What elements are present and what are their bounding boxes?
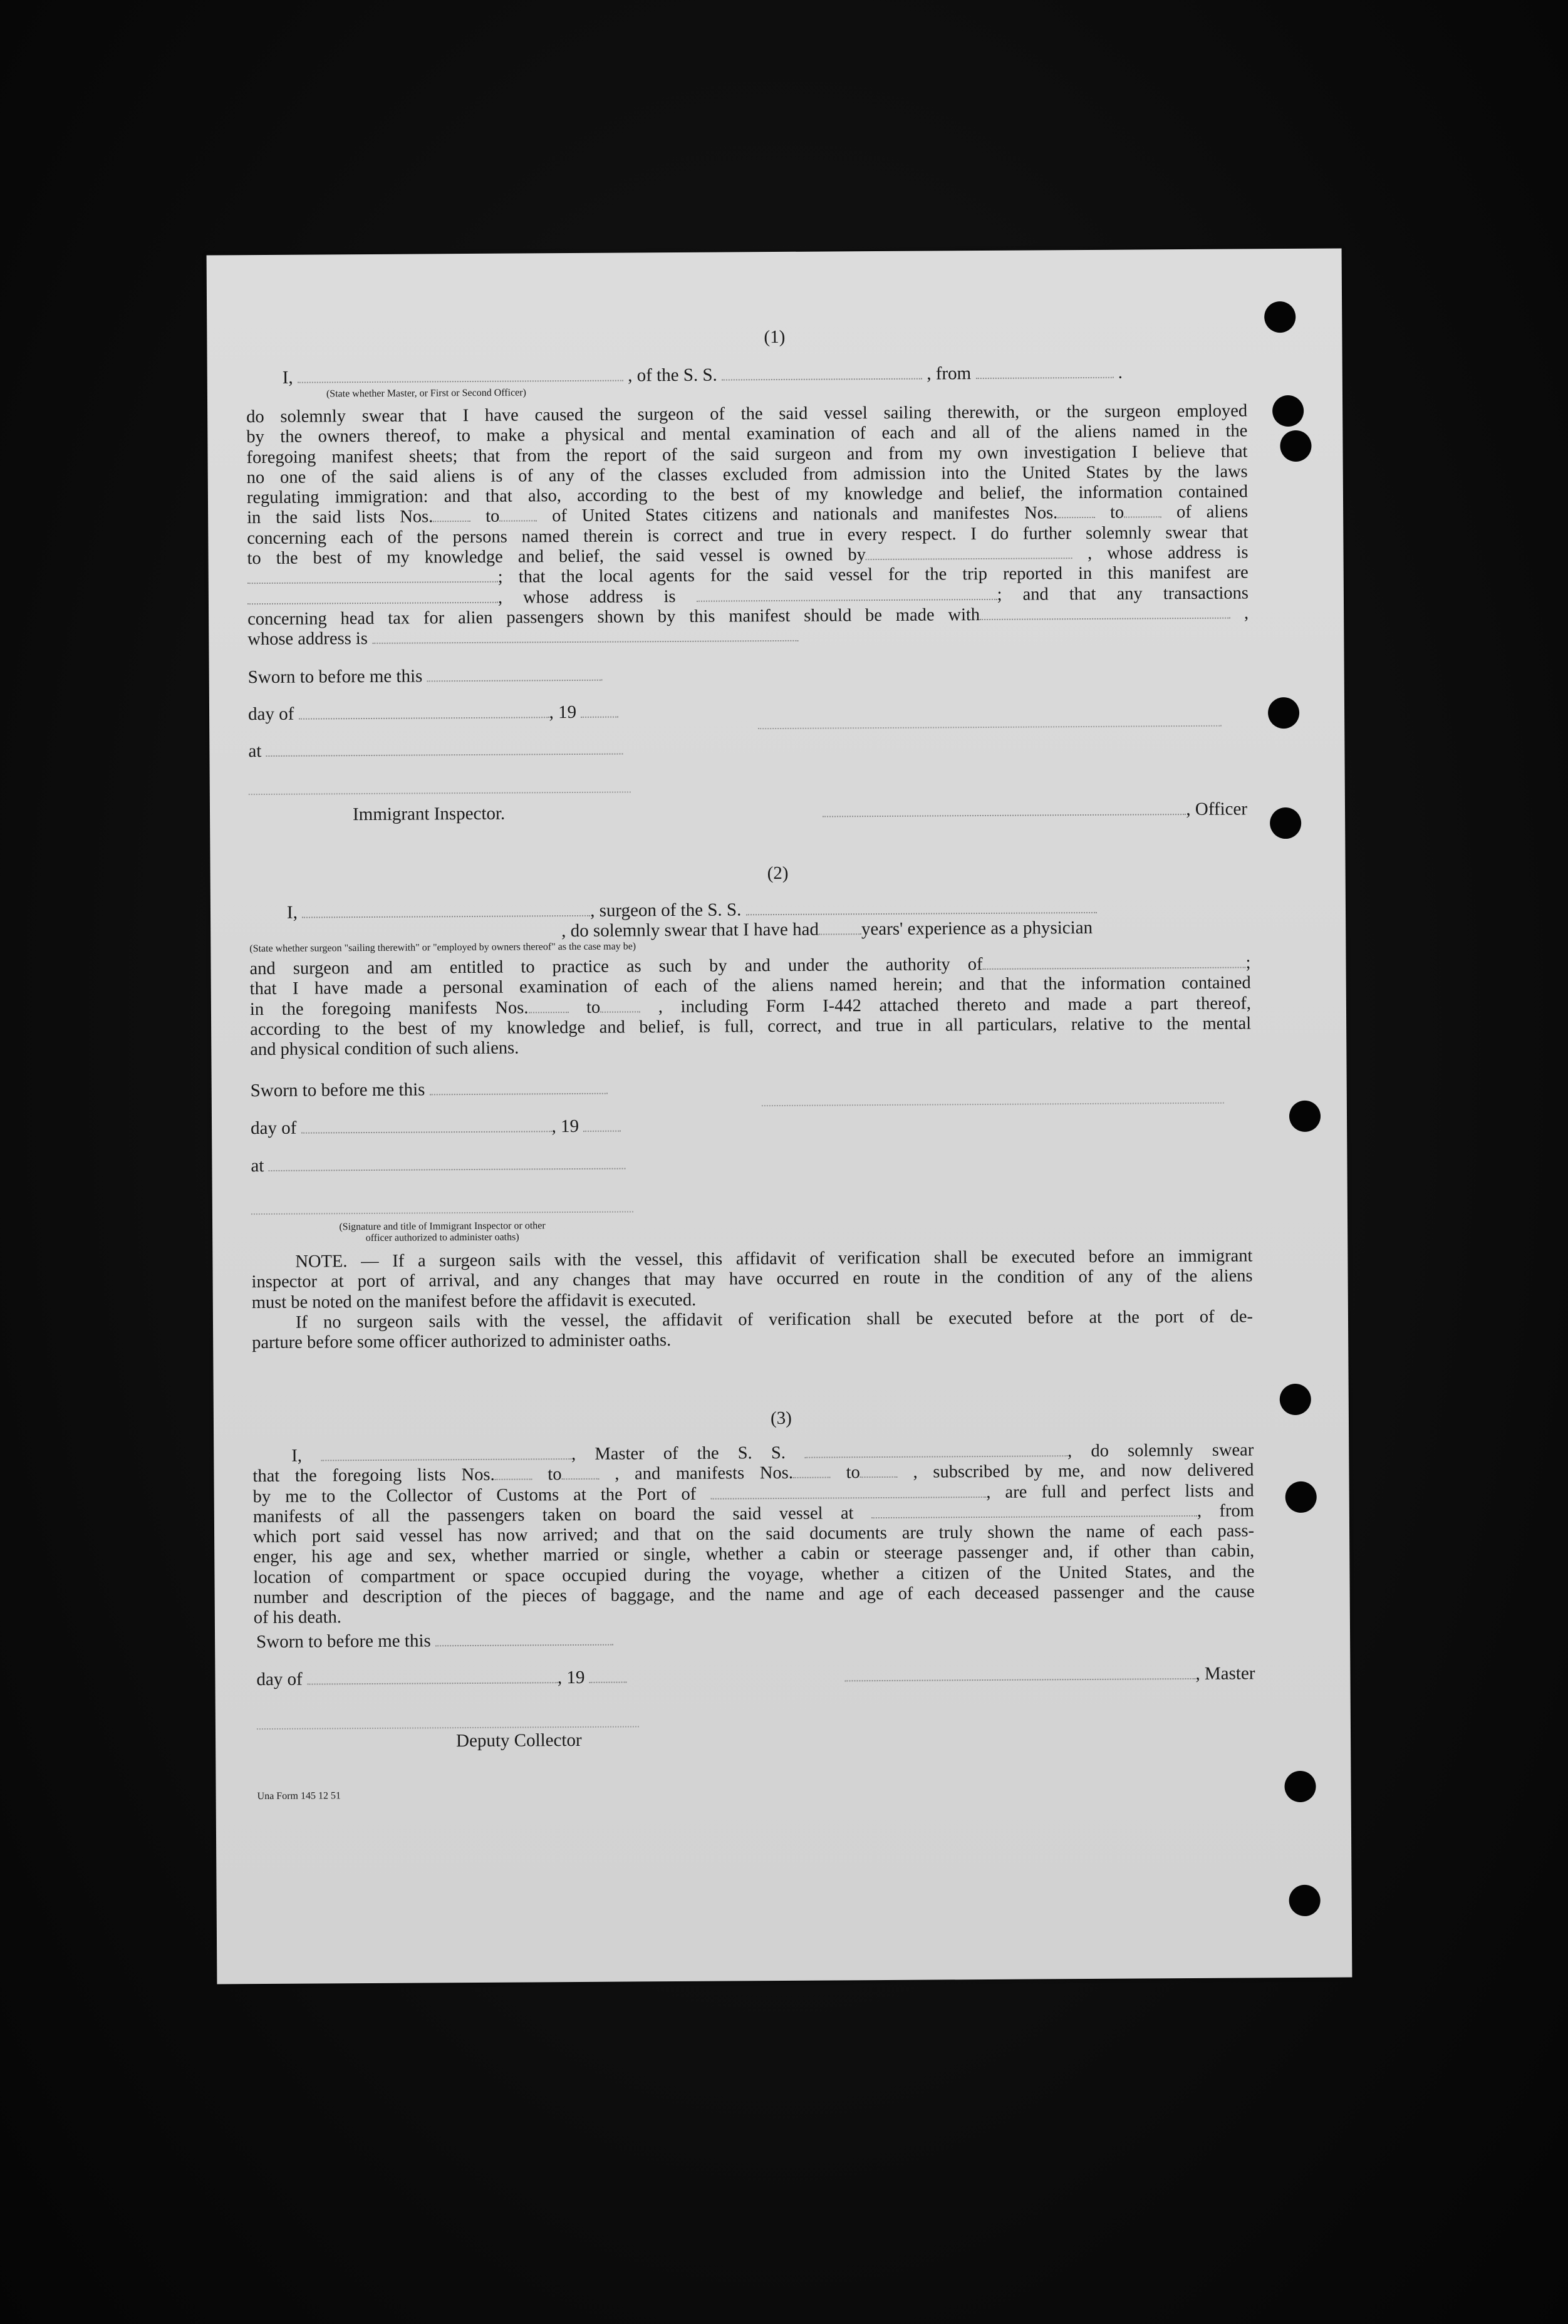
form-number: Una Form 145 12 51 [257, 1790, 341, 1802]
at-line-2: at [251, 1154, 625, 1176]
officer-label: , Officer [759, 799, 1247, 822]
punch-hole [1270, 807, 1301, 839]
section-2-experience: , do solemnly swear that I have had years' experience as a physician [561, 917, 1093, 942]
section-1-opening: I, , of the S. S. , from . [282, 362, 1123, 388]
day-line-2: day of , 19 [251, 1116, 621, 1139]
immigrant-inspector-label: Immigrant Inspector. [352, 803, 506, 825]
inspector-signature-line [249, 791, 631, 795]
punch-hole [1285, 1481, 1317, 1513]
signature-line [758, 725, 1222, 730]
section-1-oath-text: do solemnly swear that I have caused the surgeon of the said vessel sailing therewith, or the surgeon employed by the owners thereof, to make a physical and mental examination of each and all of the aliens named in the foregoing manifest sheets; that from the report of the said surgeon and from my own investigation I believe that no one of the said aliens is of any of the classes excluded from admission into the United States by the laws regulating immigration: and that also, according to the best of my knowledge and belief, the information contained in the said lists Nos. to of United States citizens and nationals and manifestes Nos. to of aliens concerning each of the persons named therein is correct and true in every respect. I do further solemnly swear that to the best of my knowledge and belief, the said vessel is owned by , whose address is ; that the local agents for the said vessel for the trip reported in this manifest are , whose address is ; and that any transactions concerning head tax for alien passengers shown by this manifest should be made with , whose address is [246, 401, 1249, 650]
section-2-opening: I, , surgeon of the S. S. [287, 898, 1097, 923]
section-3-heading: (3) [770, 1408, 792, 1429]
note-paragraph: NOTE. — If a surgeon sails with the vessel, this affidavit of verification shall be executed before an immigrant inspector at port of arrival, and any changes that may have occurred en route in the condition of any of the aliens must be noted on the manifest before the affidavit is executed. If no surgeon sails with the vessel, the affidavit of verification shall be executed before at the port of de- parture before some officer authorized to administer oaths. [251, 1246, 1254, 1353]
officer-rank-note: (State whether Master, or First or Second Officer) [326, 387, 526, 400]
deputy-collector-label: Deputy Collector [455, 1730, 582, 1751]
punch-hole [1289, 1885, 1321, 1916]
section-2-heading: (2) [767, 863, 789, 884]
collector-signature-line [257, 1726, 639, 1730]
day-line-3: day of , 19 [256, 1668, 626, 1690]
signature-title-note: (Signature and title of Immigrant Inspector or other officer authorized to administer oaths) [339, 1220, 546, 1244]
surgeon-status-note: (State whether surgeon "sailing therewith" or "employed by owners thereof" as the case may be) [249, 941, 636, 955]
officer-signature-line [251, 1211, 633, 1215]
punch-hole [1268, 697, 1299, 729]
sworn-line-3: Sworn to before me this [256, 1630, 613, 1652]
section-2-oath-text: and surgeon and am entitled to practice as such by and under the authority of ; that I have made a personal examination of each of the aliens named herein; and that the information contained in the foregoing manifests Nos. to , including Form I-442 attached thereto and made a part thereof, according to the best of my knowledge and belief, is full, correct, and true in all particulars, relative to the mental and physical condition of such aliens. [249, 953, 1252, 1060]
punch-hole [1284, 1771, 1316, 1802]
affidavit-page [207, 248, 1353, 1984]
sworn-line-2: Sworn to before me this [251, 1079, 608, 1101]
section-3-oath-text: I, , Master of the S. S. , do solemnly swear that the foregoing lists Nos. to , and manifests Nos. to , subscribed by me, and now delivered by me to the Collector of Customs at the Port of , are full and perfect lists and manifests of all the passengers taken on board the said vessel at , from which port said vessel has now arrived; and that on the said documents are truly shown the name of each pass- enger, his age and sex, whether married or single, whether a cabin or steerage passenger and, if other than cabin, location of compartment or space occupied during the voyage, whether a citizen of the United States, and the number and description of the pieces of baggage, and the name and age of each deceased passenger and the cause of his death. [252, 1440, 1255, 1628]
punch-hole [1280, 430, 1311, 462]
punch-hole [1272, 395, 1304, 427]
day-line-1: day of , 19 [248, 702, 618, 725]
sworn-line-1: Sworn to before me this [248, 665, 603, 687]
master-label: , Master [766, 1663, 1255, 1686]
surgeon-signature-line [762, 1102, 1224, 1107]
punch-hole [1289, 1101, 1321, 1132]
section-1-heading: (1) [764, 326, 786, 348]
at-line-1: at [248, 739, 623, 762]
